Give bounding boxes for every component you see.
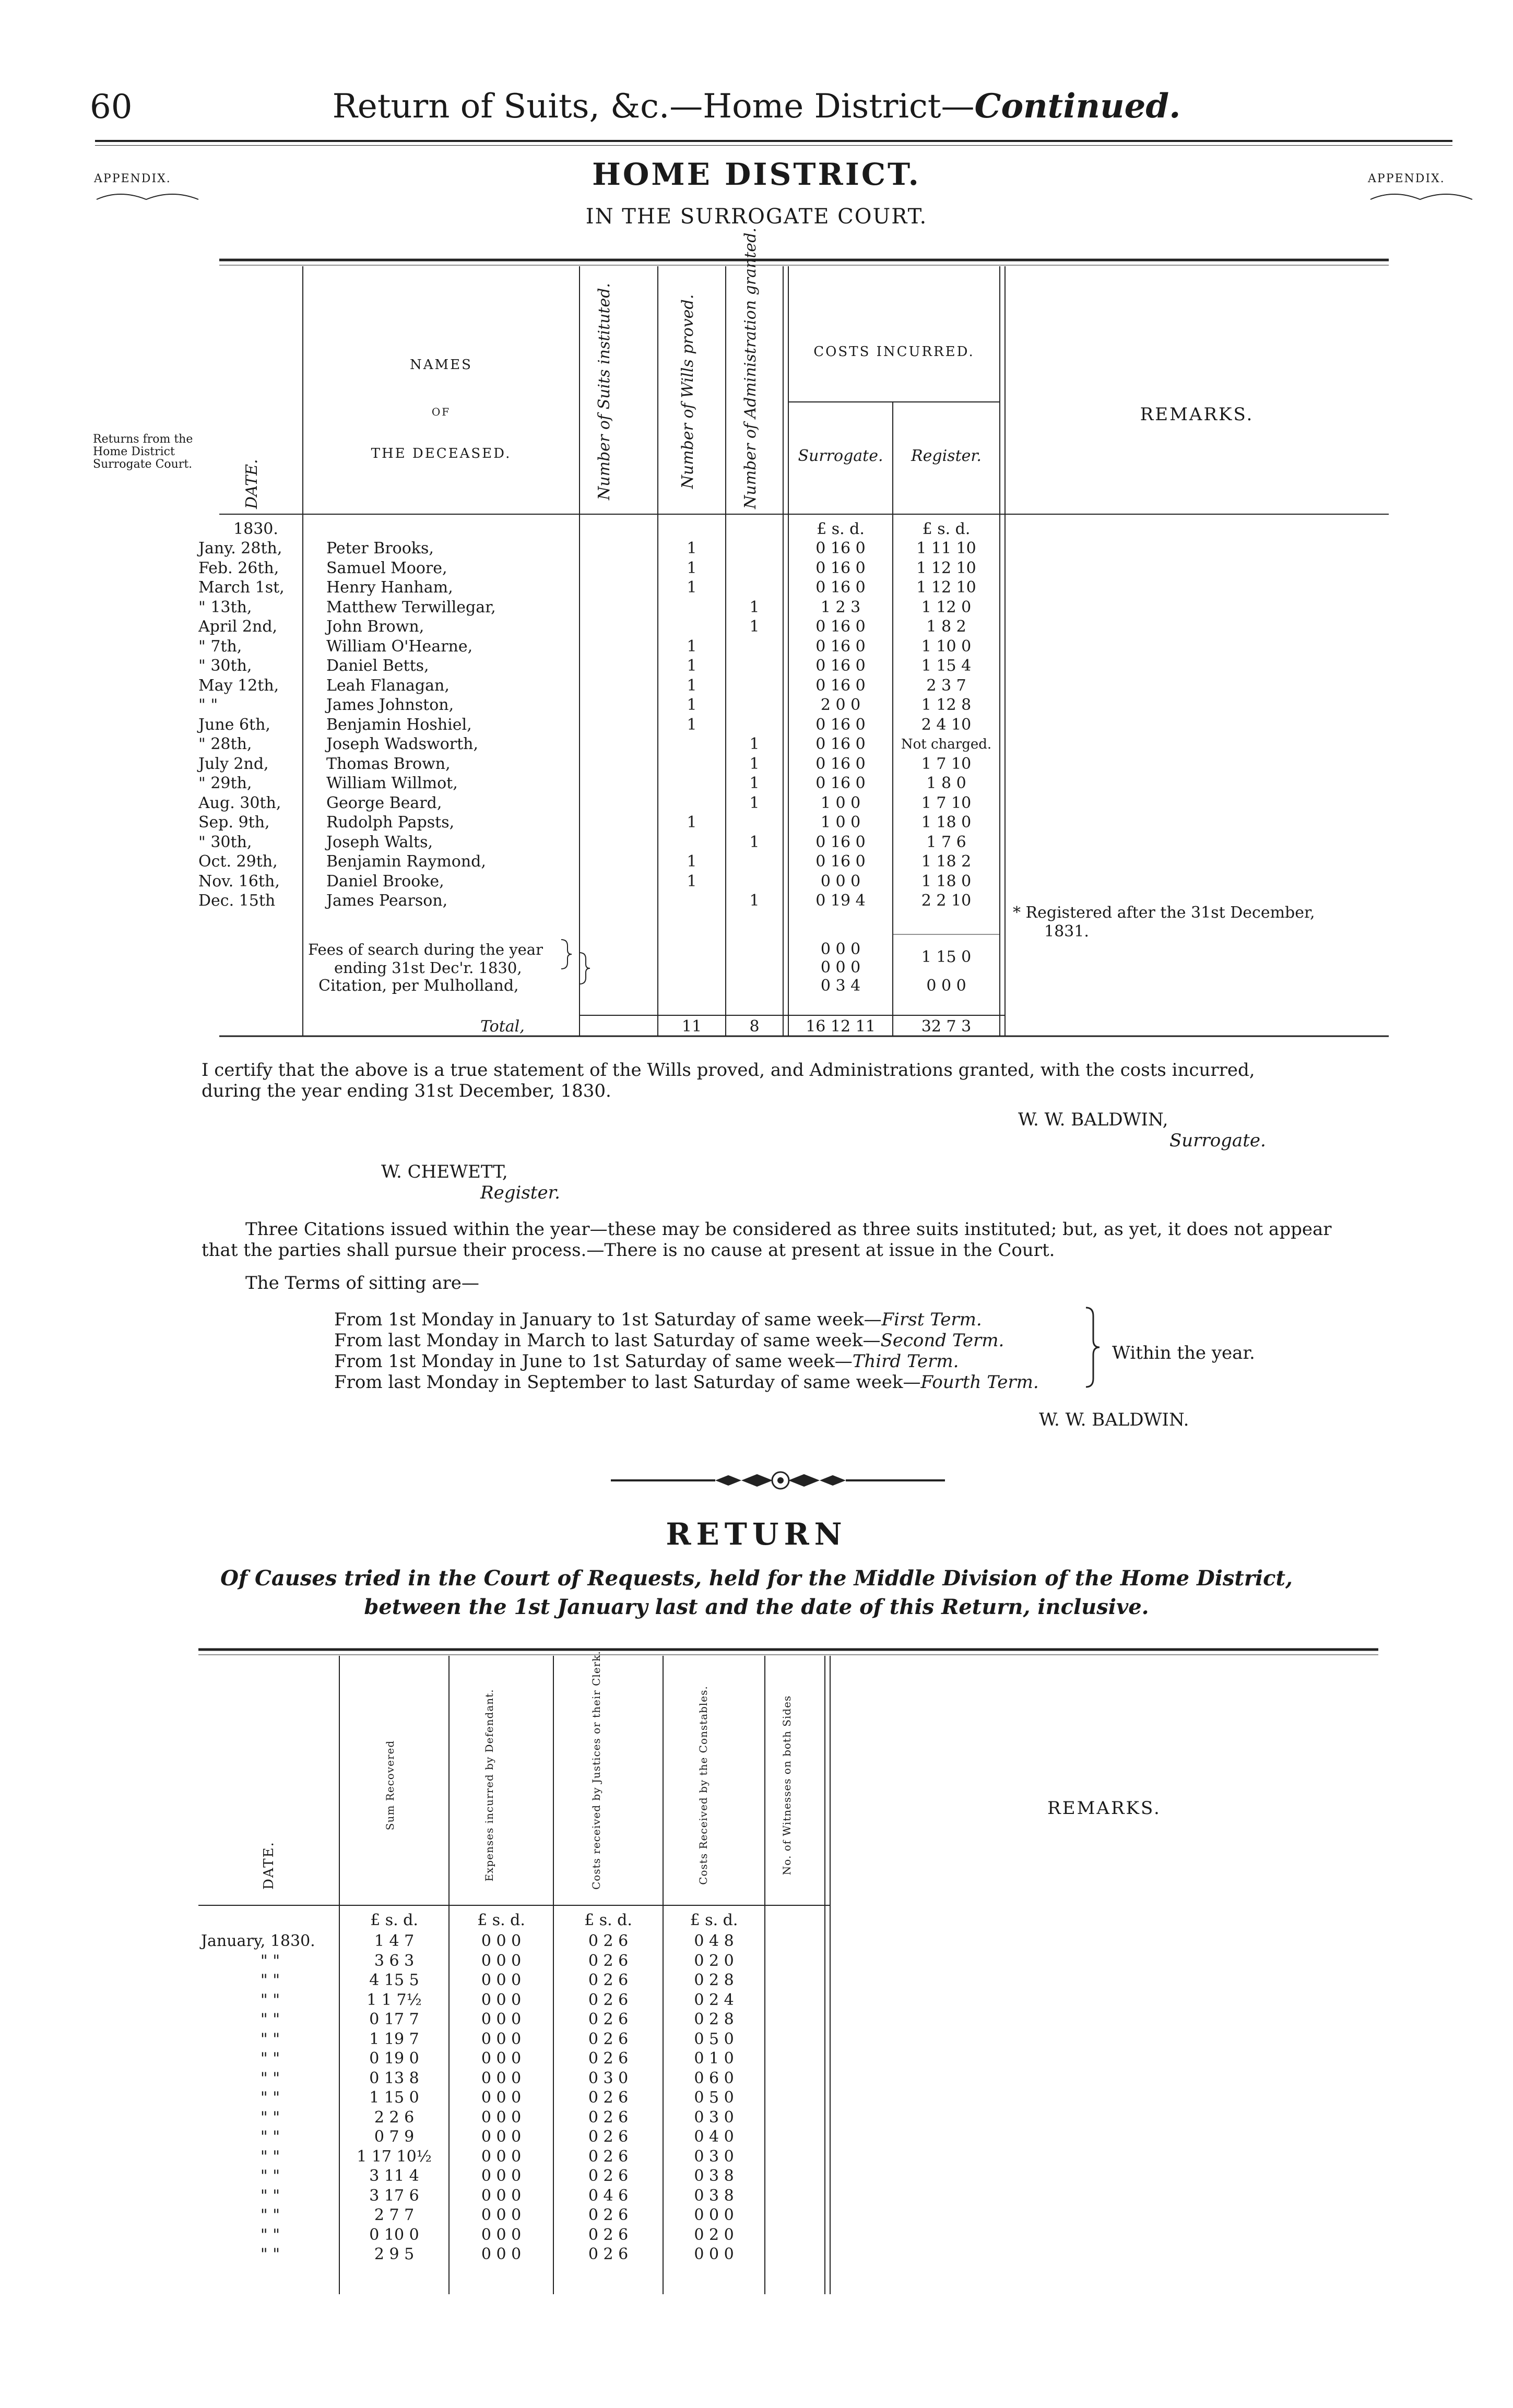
- row-name: Joseph Walts,: [326, 833, 433, 851]
- row-name: Joseph Wadsworth,: [326, 735, 479, 753]
- t2-col-remarks: REMARKS.: [1047, 1798, 1161, 1819]
- surrogate-title: Surrogate.: [1169, 1130, 1266, 1151]
- t2-row-constables: 0 3 0: [694, 2147, 734, 2166]
- t2-row-sum: 3 6 3: [374, 1951, 415, 1970]
- term-name: First Term.: [881, 1309, 982, 1330]
- t2-row-expenses: 0 0 0: [481, 2167, 522, 2185]
- row-surrogate: 1 2 3: [820, 598, 861, 616]
- t2-row-justices: 0 2 6: [588, 2089, 629, 2107]
- row-register: 1 12 10: [916, 578, 976, 597]
- terms-bracket: Within the year.: [1112, 1343, 1255, 1363]
- surrogate-name: W. W. BALDWIN,: [1018, 1109, 1168, 1130]
- row-date: Nov. 16th,: [198, 872, 280, 891]
- t2-row-sum: 0 13 8: [369, 2069, 419, 2087]
- t2-row-date: " ": [260, 2147, 280, 2166]
- row-admin: 1: [749, 833, 760, 851]
- t2-col-justices: Costs received by Justices or their Clerk.: [590, 1651, 602, 1890]
- year-row: 1830.: [233, 520, 278, 538]
- t2-row-sum: 0 17 7: [369, 2010, 419, 2029]
- row-date: " 7th,: [198, 637, 242, 656]
- row-name: George Beard,: [326, 793, 442, 812]
- t2-row-expenses: 0 0 0: [481, 2069, 522, 2087]
- t2-row-sum: 2 9 5: [374, 2245, 415, 2263]
- t2-row-date: " ": [260, 2225, 280, 2244]
- t2-row-date: " ": [260, 2108, 280, 2127]
- row-register: 1 11 10: [916, 539, 976, 557]
- t2-row-justices: 0 2 6: [588, 2225, 629, 2244]
- remark-line1: * Registered after the 31st December,: [1013, 904, 1315, 922]
- row-date: May 12th,: [198, 676, 279, 695]
- row-date: " 30th,: [198, 657, 252, 675]
- row-date: " ": [198, 696, 218, 714]
- col-costs: COSTS INCURRED.: [813, 344, 975, 360]
- fees-line2: ending 31st Dec'r. 1830,: [334, 959, 522, 977]
- row-wills: 1: [687, 696, 697, 714]
- section1-title: HOME DISTRICT.: [592, 157, 921, 192]
- t2-row-date: " ": [260, 2089, 280, 2107]
- remark-line2: 1831.: [1044, 922, 1089, 941]
- t2-row-date: " ": [260, 2069, 280, 2087]
- t2-row-justices: 0 2 6: [588, 1990, 629, 2009]
- t2-row-constables: 0 4 0: [694, 2128, 734, 2146]
- t2-row-sum: 1 4 7: [374, 1932, 415, 1950]
- t2-row-justices: 0 2 6: [588, 2128, 629, 2146]
- t2-row-sum: 1 19 7: [369, 2030, 419, 2048]
- t2-row-justices: 0 2 6: [588, 2030, 629, 2048]
- t2-row-expenses: 0 0 0: [481, 2186, 522, 2205]
- row-wills: 1: [687, 715, 697, 734]
- row-surrogate: 2 0 0: [820, 696, 861, 714]
- t2-row-justices: 0 2 6: [588, 2108, 629, 2127]
- t2-row-justices: 0 2 6: [588, 2245, 629, 2263]
- t2-row-constables: 0 0 0: [694, 2245, 734, 2263]
- row-wills: 1: [687, 852, 697, 871]
- row-date: Sep. 9th,: [198, 813, 270, 832]
- row-admin: 1: [749, 774, 760, 792]
- term-text: From last Monday in March to last Saturday of same week—: [334, 1330, 881, 1351]
- row-register: 1 18 0: [921, 872, 972, 891]
- row-wills: 1: [687, 872, 697, 891]
- certification-line1: I certify that the above is a true statement of the Wills proved, and Administrations granted, with the costs incurred,: [202, 1060, 1255, 1081]
- row-surrogate: 0 16 0: [815, 754, 866, 773]
- row-name: William Willmot,: [326, 774, 458, 792]
- row-surrogate: 0 16 0: [815, 539, 866, 557]
- row-wills: 1: [687, 676, 697, 695]
- t2-row-expenses: 0 0 0: [481, 2030, 522, 2048]
- row-register: 1 12 0: [921, 598, 972, 616]
- row-name: Daniel Betts,: [326, 657, 429, 675]
- row-name: Thomas Brown,: [326, 754, 451, 773]
- row-date: " 30th,: [198, 833, 252, 851]
- row-register: 1 15 4: [921, 657, 972, 675]
- row-name: Henry Hanham,: [326, 578, 453, 597]
- row-name: Benjamin Raymond,: [326, 852, 486, 871]
- row-register: 2 2 10: [921, 892, 972, 910]
- row-register: 2 4 10: [921, 715, 972, 734]
- row-register: 1 18 0: [921, 813, 972, 832]
- col-names-3: THE DECEASED.: [371, 446, 512, 461]
- citation-name: Citation, per Mulholland,: [318, 977, 519, 995]
- t2-row-date: " ": [260, 1971, 280, 1989]
- t2-cur-exp: £ s. d.: [477, 1911, 525, 1929]
- running-title-text: Return of Suits, &c.—Home District—: [332, 87, 975, 126]
- t2-row-justices: 0 2 6: [588, 2010, 629, 2029]
- row-surrogate: 0 16 0: [815, 833, 866, 851]
- col-surrogate: Surrogate.: [798, 447, 883, 465]
- row-date: " 13th,: [198, 598, 252, 616]
- row-admin: 1: [749, 892, 760, 910]
- section2-subtitle-1: Of Causes tried in the Court of Requests, held for the Middle Division of the Home District,: [220, 1566, 1293, 1591]
- total-label: Total,: [480, 1017, 525, 1036]
- register-title: Register.: [480, 1182, 560, 1203]
- row-date: Jany. 28th,: [198, 539, 282, 557]
- t2-row-sum: 1 15 0: [369, 2089, 419, 2107]
- row-register: 1 12 8: [921, 696, 972, 714]
- row-surrogate: 0 16 0: [815, 578, 866, 597]
- term-name: Fourth Term.: [920, 1372, 1039, 1393]
- appendix-left: APPENDIX.: [94, 172, 171, 185]
- t2-row-expenses: 0 0 0: [481, 1932, 522, 1950]
- fees-line1: Fees of search during the year: [308, 941, 543, 958]
- row-date: Aug. 30th,: [198, 793, 281, 812]
- t2-row-expenses: 0 0 0: [481, 2147, 522, 2166]
- t2-row-constables: 0 2 8: [694, 1971, 734, 1989]
- row-wills: 1: [687, 578, 697, 597]
- t2-row-sum: 3 11 4: [369, 2167, 419, 2185]
- row-date: " 29th,: [198, 774, 252, 792]
- row-surrogate: 0 16 0: [815, 637, 866, 656]
- t2-row-date: " ": [260, 2186, 280, 2205]
- row-name: John Brown,: [326, 618, 424, 636]
- t2-row-justices: 0 2 6: [588, 2167, 629, 2185]
- citations-line1: Three Citations issued within the year—these may be considered as three suits instituted; but, as yet, it does not appear: [245, 1219, 1332, 1240]
- fees-surrogate-1: 0 0 0: [820, 940, 861, 958]
- register-name: W. CHEWETT,: [381, 1161, 508, 1182]
- row-register: 1 18 2: [921, 852, 972, 871]
- t2-row-constables: 0 3 8: [694, 2186, 734, 2205]
- t2-row-sum: 2 7 7: [374, 2206, 415, 2224]
- row-name: Leah Flanagan,: [326, 676, 450, 695]
- page-number: 60: [90, 88, 133, 126]
- row-surrogate: 0 16 0: [815, 676, 866, 695]
- row-surrogate: 0 16 0: [815, 852, 866, 871]
- t2-row-date: " ": [260, 2206, 280, 2224]
- row-surrogate: 0 16 0: [815, 715, 866, 734]
- row-name: Daniel Brooke,: [326, 872, 444, 891]
- currency-surrogate: £ s. d.: [817, 520, 865, 538]
- t2-row-date: " ": [260, 2167, 280, 2185]
- row-name: Rudolph Papsts,: [326, 813, 455, 832]
- t2-row-justices: 0 2 6: [588, 1932, 629, 1950]
- t2-row-justices: 0 4 6: [588, 2186, 629, 2205]
- notes-signature: W. W. BALDWIN.: [1039, 1409, 1189, 1430]
- citation-surrogate: 0 3 4: [820, 977, 861, 995]
- t2-col-expenses: Expenses incurred by Defendant.: [483, 1689, 495, 1882]
- row-date: " 28th,: [198, 735, 252, 753]
- row-surrogate: 0 19 4: [815, 892, 866, 910]
- row-surrogate: 0 16 0: [815, 657, 866, 675]
- row-register: 2 3 7: [926, 676, 966, 695]
- row-date: July 2nd,: [198, 754, 269, 773]
- t2-row-date: " ": [260, 1990, 280, 2009]
- t2-row-sum: 1 17 10½: [357, 2147, 432, 2166]
- col-wills: Number of Wills proved.: [679, 294, 697, 489]
- row-wills: 1: [687, 559, 697, 577]
- row-admin: 1: [749, 793, 760, 812]
- t2-row-expenses: 0 0 0: [481, 2089, 522, 2107]
- col-remarks: REMARKS.: [1140, 404, 1254, 425]
- col-date: DATE.: [243, 459, 261, 509]
- row-name: James Johnston,: [326, 696, 454, 714]
- row-name: James Pearson,: [326, 892, 448, 910]
- section1-subtitle: IN THE SURROGATE COURT.: [585, 205, 928, 229]
- term-text: From 1st Monday in January to 1st Saturday of same week—: [334, 1309, 882, 1330]
- col-names-1: NAMES: [410, 357, 472, 373]
- row-register: 1 12 10: [916, 559, 976, 577]
- section2-title: RETURN: [666, 1516, 847, 1552]
- row-surrogate: 0 16 0: [815, 735, 866, 753]
- total-admin: 8: [749, 1017, 760, 1036]
- row-wills: 1: [687, 657, 697, 675]
- total-wills: 11: [681, 1017, 702, 1036]
- t2-row-expenses: 0 0 0: [481, 2049, 522, 2068]
- term-name: Second Term.: [880, 1330, 1004, 1351]
- row-admin: 1: [749, 598, 760, 616]
- row-name: Samuel Moore,: [326, 559, 447, 577]
- term-text: From last Monday in September to last Saturday of same week—: [334, 1372, 921, 1393]
- total-surrogate: 16 12 11: [806, 1017, 876, 1036]
- t2-row-date: " ": [260, 2245, 280, 2263]
- term-name: Third Term.: [852, 1351, 959, 1372]
- t2-row-justices: 0 2 6: [588, 2147, 629, 2166]
- row-surrogate: 1 0 0: [820, 793, 861, 812]
- certification-line2: during the year ending 31st December, 1830.: [202, 1081, 611, 1101]
- col-suits: Number of Suits instituted.: [595, 283, 613, 500]
- row-date: Feb. 26th,: [198, 559, 279, 577]
- t2-row-date: " ": [260, 2049, 280, 2068]
- t2-row-sum: 2 2 6: [374, 2108, 415, 2127]
- t2-row-constables: 0 6 0: [694, 2069, 734, 2087]
- t2-row-justices: 0 2 6: [588, 2049, 629, 2068]
- row-register: 1 7 10: [921, 793, 972, 812]
- t2-row-date: " ": [260, 2128, 280, 2146]
- row-register: 1 7 6: [926, 833, 966, 851]
- row-admin: 1: [749, 618, 760, 636]
- row-register: 1 10 0: [921, 637, 972, 656]
- t2-row-date: " ": [260, 1951, 280, 1970]
- row-surrogate: 0 0 0: [820, 872, 861, 891]
- t2-row-justices: 0 3 0: [588, 2069, 629, 2087]
- t2-row-sum: 1 1 7½: [367, 1990, 422, 2009]
- row-surrogate: 0 16 0: [815, 559, 866, 577]
- row-date: Oct. 29th,: [198, 852, 278, 871]
- row-admin: 1: [749, 754, 760, 773]
- row-name: William O'Hearne,: [326, 637, 473, 656]
- fees-register: 1 15 0: [921, 948, 972, 966]
- t2-row-sum: 3 17 6: [369, 2186, 419, 2205]
- t2-row-expenses: 0 0 0: [481, 1990, 522, 2009]
- t2-row-constables: 0 5 0: [694, 2089, 734, 2107]
- t2-cur-sum: £ s. d.: [370, 1911, 418, 1929]
- t2-row-sum: 0 7 9: [374, 2128, 415, 2146]
- fees-surrogate-2: 0 0 0: [820, 958, 861, 977]
- row-admin: 1: [749, 735, 760, 753]
- col-admin: Number of Administration granted.: [741, 228, 760, 509]
- t2-row-expenses: 0 0 0: [481, 1971, 522, 1989]
- appendix-right: APPENDIX.: [1368, 172, 1445, 185]
- t2-row-expenses: 0 0 0: [481, 2245, 522, 2263]
- t2-row-constables: 0 3 0: [694, 2108, 734, 2127]
- t2-row-expenses: 0 0 0: [481, 1951, 522, 1970]
- citations-line2: that the parties shall pursue their process.—There is no cause at present at issue in the Court.: [202, 1240, 1055, 1261]
- t2-row-expenses: 0 0 0: [481, 2128, 522, 2146]
- t2-col-witnesses: No. of Witnesses on both Sides: [781, 1695, 793, 1876]
- t2-row-constables: 0 2 0: [694, 1951, 734, 1970]
- t2-row-date: " ": [260, 2010, 280, 2029]
- t2-row-constables: 0 0 0: [694, 2206, 734, 2224]
- t2-row-expenses: 0 0 0: [481, 2108, 522, 2127]
- side-note: Returns from the Home District Surrogate Court.: [93, 433, 193, 471]
- t2-row-expenses: 0 0 0: [481, 2010, 522, 2029]
- t2-row-constables: 0 5 0: [694, 2030, 734, 2048]
- t2-row-sum: 0 10 0: [369, 2225, 419, 2244]
- t2-row-justices: 0 2 6: [588, 1971, 629, 1989]
- t2-col-date: DATE.: [261, 1841, 277, 1890]
- row-surrogate: 0 16 0: [815, 774, 866, 792]
- row-name: Matthew Terwillegar,: [326, 598, 496, 616]
- t2-row-constables: 0 4 8: [694, 1932, 734, 1950]
- t2-row-justices: 0 2 6: [588, 2206, 629, 2224]
- t2-cur-just: £ s. d.: [584, 1911, 632, 1929]
- row-name: Peter Brooks,: [326, 539, 434, 557]
- t2-row-constables: 0 3 8: [694, 2167, 734, 2185]
- term-text: From 1st Monday in June to 1st Saturday of same week—: [334, 1351, 853, 1372]
- t2-row-expenses: 0 0 0: [481, 2206, 522, 2224]
- row-date: March 1st,: [198, 578, 285, 597]
- t2-row-sum: 0 19 0: [369, 2049, 419, 2068]
- t2-row-date: " ": [260, 2030, 280, 2048]
- t2-col-sum: Sum Recovered: [384, 1740, 396, 1831]
- row-surrogate: 0 16 0: [815, 618, 866, 636]
- col-names-2: OF: [431, 406, 451, 418]
- t2-row-date: January, 1830.: [201, 1932, 315, 1950]
- row-wills: 1: [687, 637, 697, 656]
- running-title-italic: Continued.: [974, 87, 1181, 126]
- t2-row-constables: 0 1 0: [694, 2049, 734, 2068]
- row-surrogate: 1 0 0: [820, 813, 861, 832]
- t2-row-expenses: 0 0 0: [481, 2225, 522, 2244]
- t2-row-justices: 0 2 6: [588, 1951, 629, 1970]
- row-register: 1 8 0: [926, 774, 966, 792]
- row-wills: 1: [687, 813, 697, 832]
- row-wills: 1: [687, 539, 697, 557]
- terms-intro: The Terms of sitting are—: [245, 1273, 479, 1294]
- row-register: Not charged.: [901, 737, 992, 752]
- row-name: Benjamin Hoshiel,: [326, 715, 472, 734]
- row-register: 1 8 2: [926, 618, 966, 636]
- t2-row-constables: 0 2 8: [694, 2010, 734, 2029]
- citation-register: 0 0 0: [926, 977, 966, 995]
- row-date: Dec. 15th: [198, 892, 276, 910]
- t2-cur-const: £ s. d.: [690, 1911, 738, 1929]
- currency-register: £ s. d.: [922, 520, 971, 538]
- section2-subtitle-2: between the 1st January last and the date of this Return, inclusive.: [364, 1595, 1149, 1619]
- row-date: April 2nd,: [198, 618, 278, 636]
- t2-row-sum: 4 15 5: [369, 1971, 419, 1989]
- col-register: Register.: [911, 447, 982, 465]
- t2-col-constables: Costs Received by the Constables.: [697, 1686, 710, 1885]
- t2-row-constables: 0 2 0: [694, 2225, 734, 2244]
- total-register: 32 7 3: [921, 1017, 972, 1036]
- row-date: June 6th,: [198, 715, 270, 734]
- row-register: 1 7 10: [921, 754, 972, 773]
- t2-row-constables: 0 2 4: [694, 1990, 734, 2009]
